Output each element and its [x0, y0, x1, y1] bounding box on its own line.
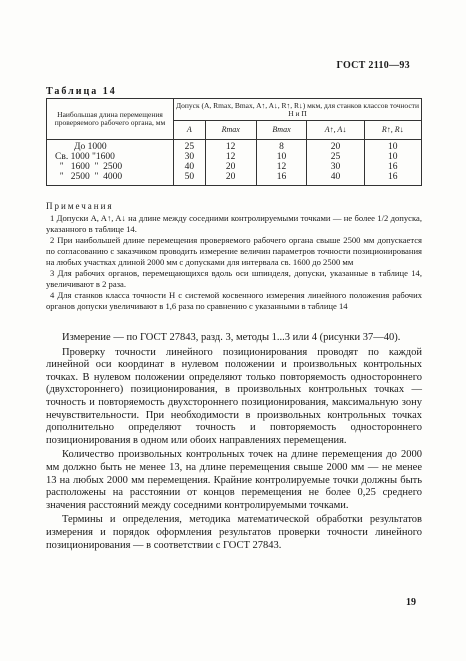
cell-value: 50	[174, 173, 206, 186]
cell-value: 40	[174, 163, 206, 173]
note-item: 4 Для станков класса точности Н с системой косвенного измерения линейного положения рабочих органов допуски увеличивают в 1,6 раза по сравнению с указанными в таблице 14	[46, 290, 422, 311]
cell-value: 16	[364, 163, 421, 173]
row-range: До 1000	[47, 140, 174, 154]
page-number: 19	[406, 597, 416, 608]
notes-section	[46, 201, 422, 312]
cell-value: 16	[364, 173, 421, 186]
subheader-a-arrows: A↑, A↓	[307, 121, 364, 140]
cell-value: 12	[256, 163, 307, 173]
cell-value: 16	[256, 173, 307, 186]
subheader-r-arrows: R↑, R↓	[364, 121, 421, 140]
subheader-a: A	[174, 121, 206, 140]
paragraph: Измерение — по ГОСТ 27843, разд. 3, методы 1...3 или 4 (рисунки 37—40).	[62, 332, 401, 343]
cell-value: 20	[307, 140, 364, 154]
cell-value: 10	[364, 140, 421, 154]
note-item: 3 Для рабочих органов, перемещающихся вдоль оси шпинделя, допуски, указанные в таблице 14, увеличивают в 2 раза.	[46, 268, 422, 289]
paragraph: Количество произвольных контрольных точек на длине перемещения до 2000 мм должно быть не менее 13, на длине перемещения свыше 2000 мм — не менее 13 на любых 2000 мм перемещения. Крайние контролируемые точки должны быть расположены на расстоянии от концов перемещения не более 0,25 среднего значения расстояний между соседними контролируемыми точками.	[46, 449, 422, 511]
cell-value: 12	[205, 153, 256, 163]
subheader-rmax: Rmax	[205, 121, 256, 140]
notes-title: Примечания	[46, 201, 114, 211]
row-range: Св. 1000 "1600	[47, 153, 174, 163]
paragraph: Проверку точности линейного позиционирования проводят по каждой линейной оси координат в нулевом положении и произвольных контрольных точках. В нулевом положении определяют только повторяемость одностороннего (двухстороннего) позиционирования, в произвольных контрольных точках — точность и повторяемость двухстороннего позиционирования, максимальную зону нечувствительности. При необходимости в произвольных контрольных точках дополнительно определяют точность и повторяемость одностороннего позиционирования в одном или обоих направлениях перемещения.	[46, 346, 422, 446]
tolerance-table	[46, 98, 422, 186]
cell-value: 30	[307, 163, 364, 173]
table-title: Таблица 14	[46, 86, 117, 97]
cell-value: 20	[205, 163, 256, 173]
cell-value: 40	[307, 173, 364, 186]
cell-value: 8	[256, 140, 307, 154]
cell-value: 30	[174, 153, 206, 163]
cell-value: 25	[174, 140, 206, 154]
cell-value: 20	[205, 173, 256, 186]
row-range: " 2500 " 4000	[47, 173, 174, 186]
column-header-tolerance: Допуск (A, Rmax, Bmax, A↑, A↓, R↑, R↓) мкм, для станков классов точности Н и П	[174, 99, 422, 121]
table-row	[47, 173, 422, 186]
paragraph: Термины и определения, методика математической обработки результатов измерения и порядок оформления результатов проверки точности линейного позиционирования — в соответствии с ГОСТ 27843.	[46, 514, 422, 551]
page-header: ГОСТ 2110—93	[336, 60, 410, 71]
note-item: 1 Допуски A, A↑, A↓ на длине между соседними контролируемыми точками — не более 1/2 допуска, указанного в таблице 14.	[46, 213, 422, 234]
body-text	[46, 332, 422, 554]
column-header-length: Наибольшая длина перемещения проверяемого рабочего органа, мм	[47, 99, 174, 140]
cell-value: 12	[205, 140, 256, 154]
table-row	[47, 140, 422, 154]
cell-value: 25	[307, 153, 364, 163]
note-item: 2 При наибольшей длине перемещения проверяемого рабочего органа свыше 2500 мм допускается по согласованию с заказчиком проводить измерение величин параметров точности позиционирования на любых участках длиной 2000 мм с допусками для интервала св. 1600 до 2500 мм	[46, 235, 422, 267]
row-range: " 1600 " 2500	[47, 163, 174, 173]
cell-value: 10	[256, 153, 307, 163]
cell-value: 10	[364, 153, 421, 163]
subheader-bmax: Bmax	[256, 121, 307, 140]
